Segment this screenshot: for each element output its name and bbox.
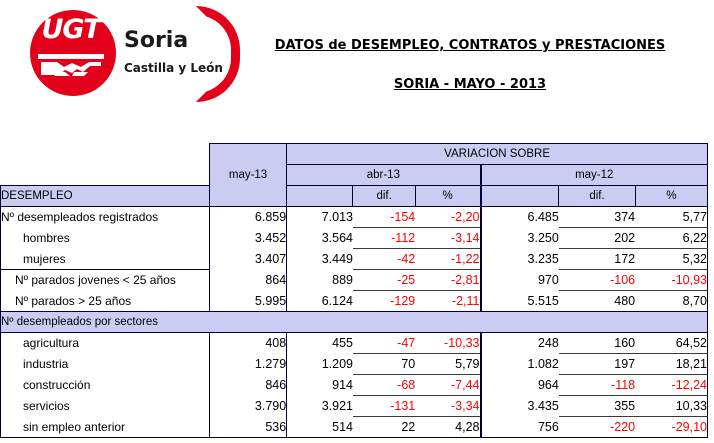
handshake-icon	[38, 50, 104, 80]
row-label: construcción	[1, 375, 210, 396]
cell-abr-pct: -7,44	[415, 375, 480, 396]
header-may12-value-spacer	[481, 186, 559, 207]
cell-abr-dif: 22	[353, 417, 415, 438]
cell-may12-dif: 355	[559, 396, 635, 417]
cell-may12-pct: -12,24	[635, 375, 707, 396]
cell-abr-pct: -2,20	[415, 207, 480, 228]
row-label: agricultura	[1, 333, 210, 354]
cell-may13: 536	[209, 417, 286, 438]
cell-abr-dif: -154	[353, 207, 415, 228]
cell-may12-pct: 5,77	[635, 207, 707, 228]
cell-abr-pct: -10,33	[415, 333, 480, 354]
table-row	[1, 333, 708, 354]
section-header-row	[1, 312, 708, 333]
header-may12-dif: dif.	[559, 186, 635, 207]
cell-may12-dif: 374	[559, 207, 635, 228]
cell-may12: 1.082	[481, 354, 559, 375]
cell-abr-dif: -47	[353, 333, 415, 354]
cell-may12-dif: -220	[559, 417, 635, 438]
cell-abr-dif: -112	[353, 228, 415, 249]
header-prev-year: may-12	[481, 165, 708, 186]
cell-abr-dif: -131	[353, 396, 415, 417]
table-header-row-2	[1, 165, 708, 186]
cell-may13: 1.279	[209, 354, 286, 375]
cell-may12: 964	[481, 375, 559, 396]
row-label: Nº parados jovenes < 25 años	[1, 270, 210, 291]
cell-abr-pct: -1,22	[415, 249, 480, 270]
row-label: mujeres	[1, 249, 210, 270]
page-header	[0, 0, 714, 132]
table-row	[1, 291, 708, 312]
section-title-desempleo: DESEMPLEO	[1, 186, 210, 207]
cell-may13: 3.452	[209, 228, 286, 249]
cell-may13: 6.859	[209, 207, 286, 228]
cell-may12: 756	[481, 417, 559, 438]
cell-abr13: 455	[287, 333, 353, 354]
cell-abr-pct: -3,34	[415, 396, 480, 417]
cell-may12-pct: -10,93	[635, 270, 707, 291]
page-title: DATOS de DESEMPLEO, CONTRATOS y PRESTACIONES	[274, 38, 666, 53]
table-row	[1, 417, 708, 438]
cell-may12: 3.435	[481, 396, 559, 417]
cell-may12-pct: 64,52	[635, 333, 707, 354]
cell-may12: 3.235	[481, 249, 559, 270]
cell-abr-dif: -68	[353, 375, 415, 396]
cell-may13: 3.790	[209, 396, 286, 417]
cell-may12-dif: 172	[559, 249, 635, 270]
cell-may12-pct: 5,32	[635, 249, 707, 270]
ugt-wordmark: UGT	[41, 14, 101, 45]
data-table-container	[0, 143, 708, 438]
cell-may13: 864	[209, 270, 286, 291]
header-abr-dif: dif.	[353, 186, 415, 207]
cell-may12-pct: -29,10	[635, 417, 707, 438]
cell-abr13: 7.013	[287, 207, 353, 228]
cell-may12-pct: 6,22	[635, 228, 707, 249]
table-row	[1, 228, 708, 249]
row-label: sin empleo anterior	[1, 417, 210, 438]
header-abr-pct: %	[415, 186, 480, 207]
cell-may12-pct: 18,21	[635, 354, 707, 375]
cell-may13: 5.995	[209, 291, 286, 312]
cell-may12-pct: 8,70	[635, 291, 707, 312]
table-row	[1, 249, 708, 270]
header-abr-value-spacer	[287, 186, 353, 207]
cell-abr-dif: -129	[353, 291, 415, 312]
ugt-logo	[28, 6, 238, 101]
cell-abr-pct: -3,14	[415, 228, 480, 249]
cell-abr13: 514	[287, 417, 353, 438]
document-titles	[240, 38, 700, 92]
section-title-sectores: Nº desempleados por sectores	[1, 312, 708, 333]
cell-may12-dif: 160	[559, 333, 635, 354]
cell-may12-dif: 197	[559, 354, 635, 375]
cell-may13: 846	[209, 375, 286, 396]
cell-abr-pct: 4,28	[415, 417, 480, 438]
cell-abr13: 3.921	[287, 396, 353, 417]
cell-abr13: 3.449	[287, 249, 353, 270]
header-spacer	[1, 144, 210, 165]
cell-may12: 248	[481, 333, 559, 354]
cell-may12-dif: 202	[559, 228, 635, 249]
row-label: Nº parados > 25 años	[1, 291, 210, 312]
table-row	[1, 354, 708, 375]
cell-may12: 970	[481, 270, 559, 291]
cell-abr13: 1.209	[287, 354, 353, 375]
brand-subtitle: Castilla y León	[124, 61, 223, 75]
unemployment-table	[0, 143, 708, 438]
row-label: industria	[1, 354, 210, 375]
page-subtitle: SORIA - MAYO - 2013	[393, 77, 547, 92]
header-variation-group: VARIACION SOBRE	[287, 144, 708, 165]
cell-abr13: 914	[287, 375, 353, 396]
brand-name: Soria	[124, 28, 189, 53]
table-row	[1, 396, 708, 417]
cell-may12-dif: -106	[559, 270, 635, 291]
cell-abr-dif: 70	[353, 354, 415, 375]
table-row	[1, 270, 708, 291]
cell-abr-pct: -2,81	[415, 270, 480, 291]
header-prev-month: abr-13	[287, 165, 481, 186]
cell-abr13: 889	[287, 270, 353, 291]
cell-abr13: 3.564	[287, 228, 353, 249]
table-header-row-3	[1, 186, 708, 207]
header-spacer	[1, 165, 210, 186]
cell-may13: 3.407	[209, 249, 286, 270]
row-label: Nº desempleados registrados	[1, 207, 210, 228]
cell-abr-pct: -2,11	[415, 291, 480, 312]
cell-abr13: 6.124	[287, 291, 353, 312]
cell-may12: 6.485	[481, 207, 559, 228]
header-current-period: may-13	[209, 144, 286, 207]
table-header-row-1	[1, 144, 708, 165]
cell-may13: 408	[209, 333, 286, 354]
cell-may12: 5.515	[481, 291, 559, 312]
cell-may12-dif: -118	[559, 375, 635, 396]
cell-abr-pct: 5,79	[415, 354, 480, 375]
table-row	[1, 375, 708, 396]
table-row	[1, 207, 708, 228]
cell-may12-dif: 480	[559, 291, 635, 312]
cell-abr-dif: -25	[353, 270, 415, 291]
header-may12-pct: %	[635, 186, 707, 207]
cell-may12: 3.250	[481, 228, 559, 249]
row-label: servicios	[1, 396, 210, 417]
brand-arc-decoration	[196, 6, 240, 102]
row-label: hombres	[1, 228, 210, 249]
cell-abr-dif: -42	[353, 249, 415, 270]
cell-may12-pct: 10,33	[635, 396, 707, 417]
